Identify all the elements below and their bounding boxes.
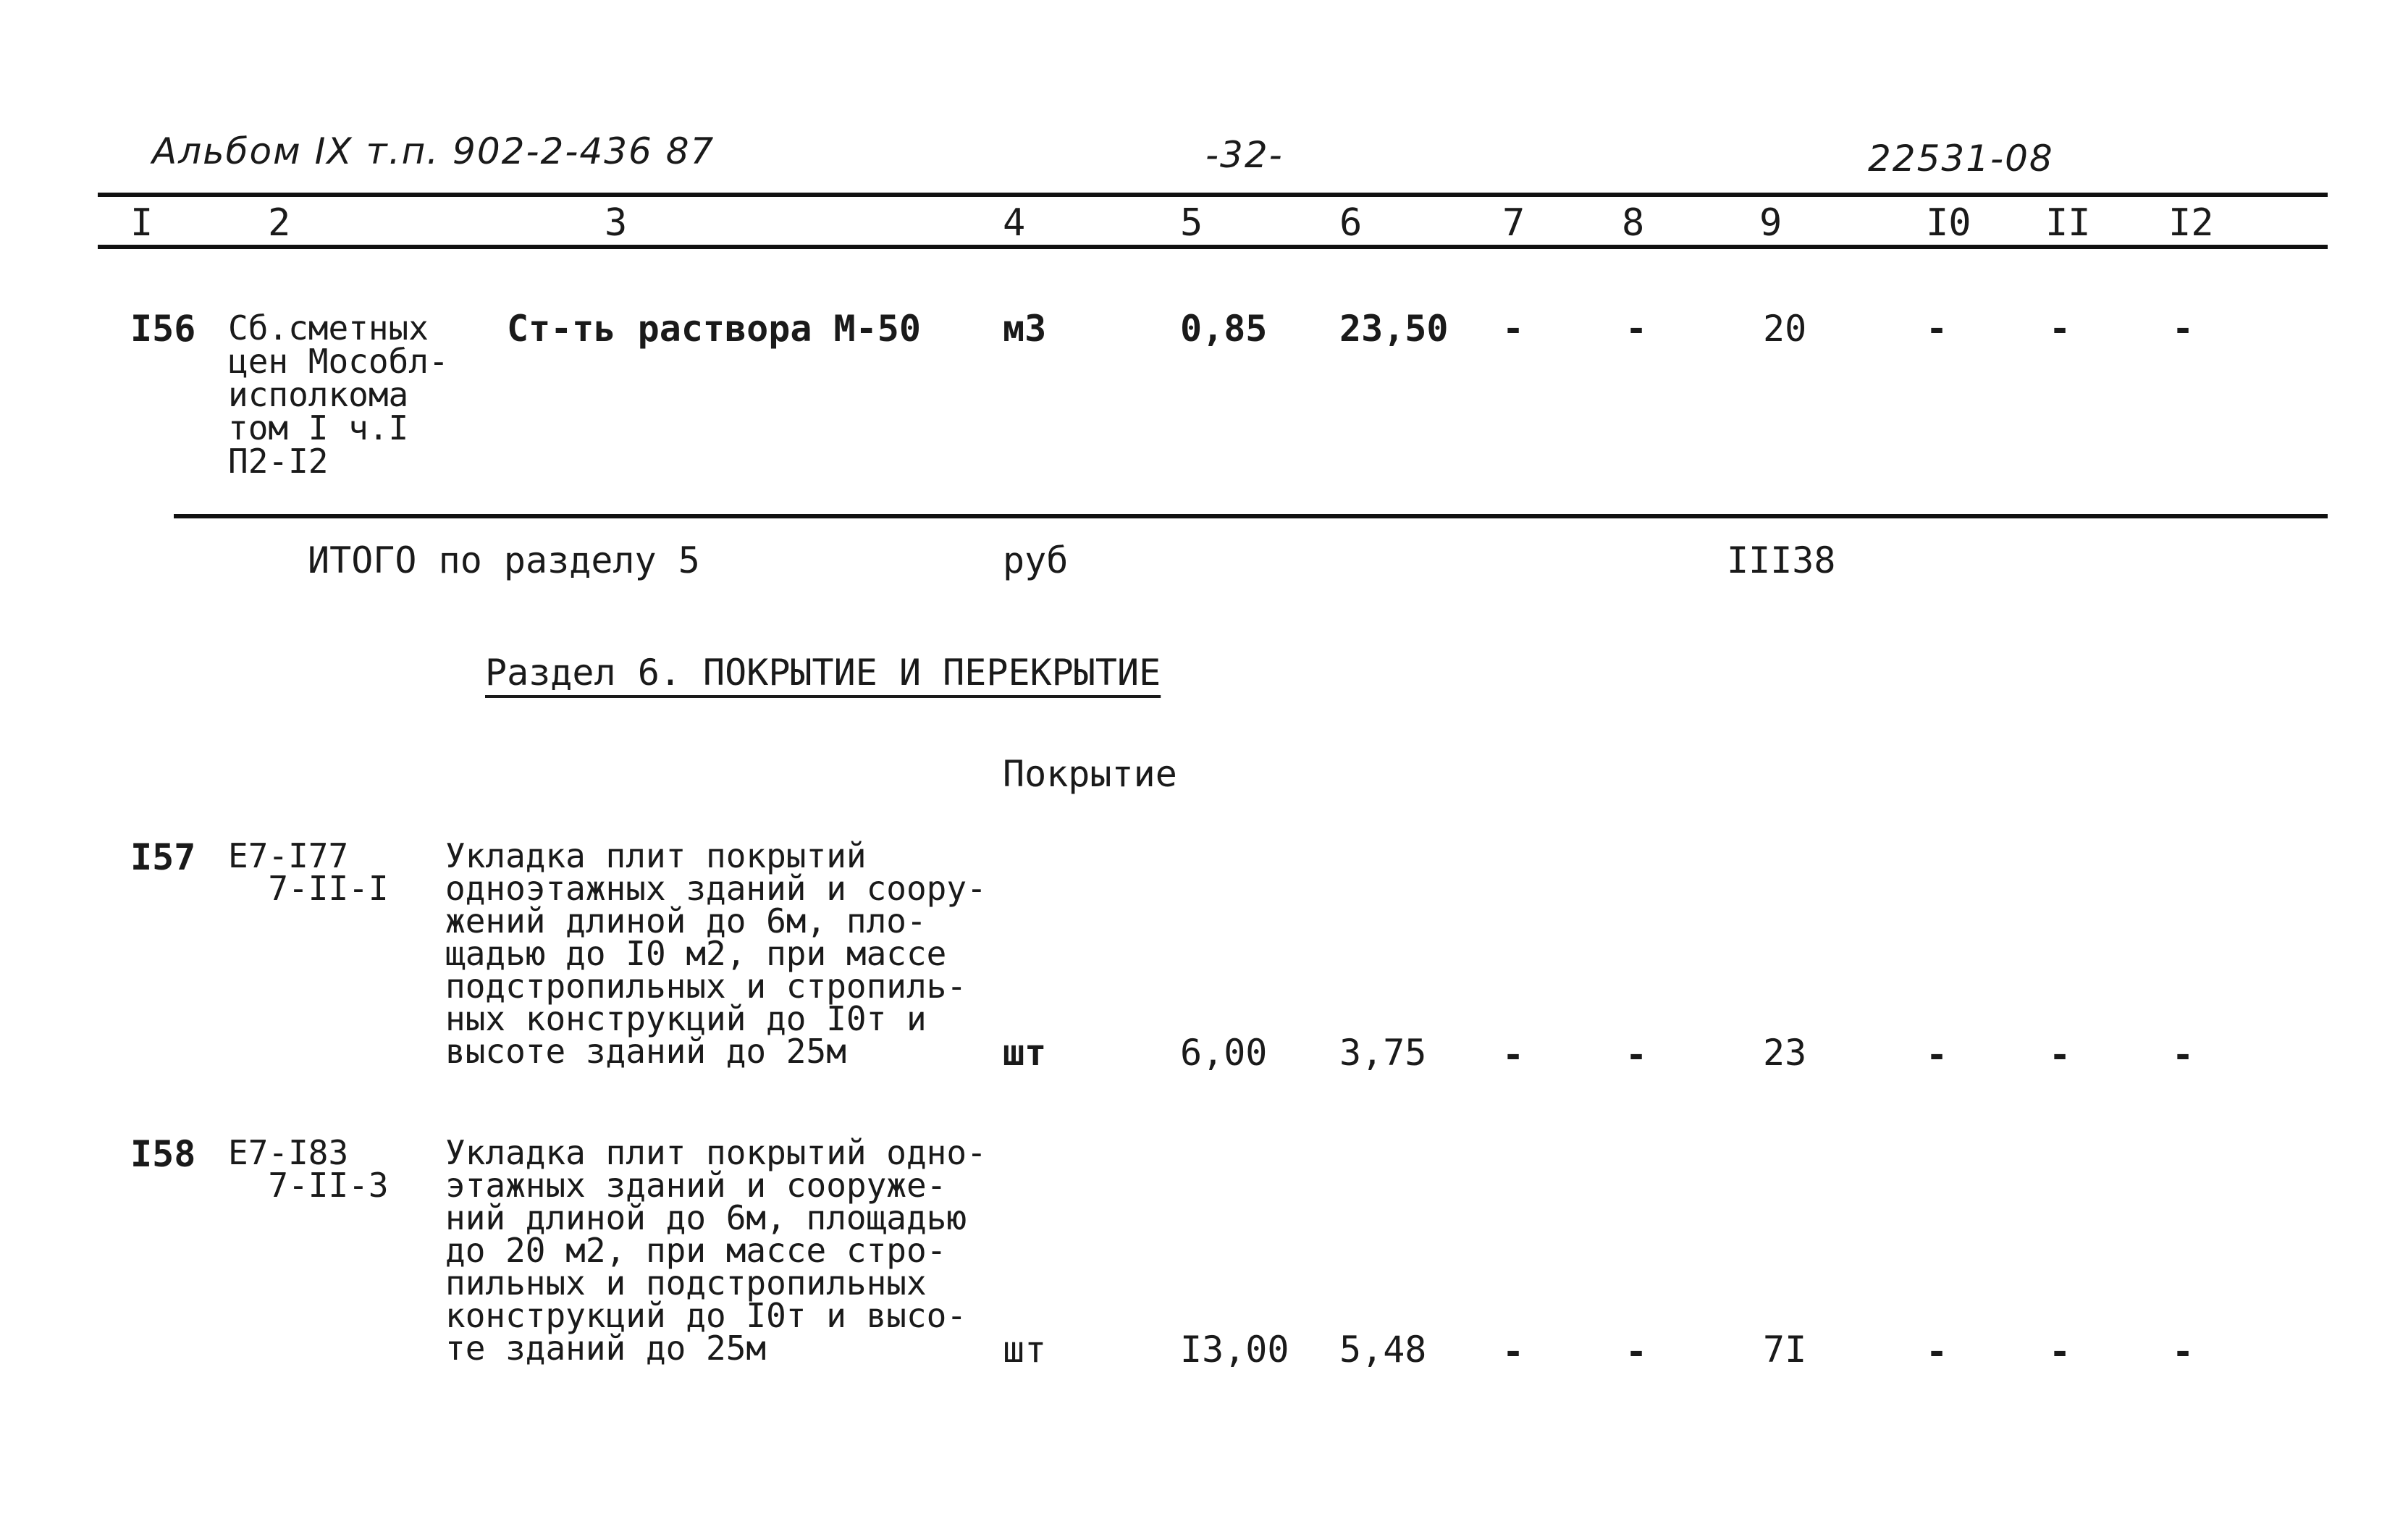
row-price: 5,48 [1339,1329,1427,1371]
column-header: 2 [268,201,291,245]
row-unit: шт [1003,1329,1047,1371]
row-col11: - [2049,1331,2071,1373]
row-reference: E7-I83 7-II-3 [228,1133,389,1205]
row-description: Ст-ть раствора М-50 [507,308,921,350]
row-price: 23,50 [1339,308,1449,350]
row-unit: м3 [1003,308,1047,350]
row-col8: - [1625,1331,1648,1373]
row-reference: Сб.сметных цен Мособл- исполкома том I ч.I П2-I2 [228,308,449,481]
row-description: Укладка плит покрытий одно- этажных зданий и сооруже- ний длиной до 6м, площадью до 20 м2, при массе стро- пильных и подстропильных конструкций до I0т и высо- те зданий до 25м [445,1133,987,1368]
row-description: Укладка плит покрытий одноэтажных зданий и соору- жений длиной до 6м, пло- щадью до I0 м2, при массе подстропильных и стропиль- ных конструкций до I0т и высоте зданий до 25м [445,836,987,1071]
album-reference: Альбом IX т.п. 902-2-436 87 [152,130,715,172]
row-number: I58 [130,1133,196,1175]
row-col12: - [2172,1331,2194,1373]
row-quantity: 0,85 [1180,308,1268,350]
row-col7: - [1502,1331,1525,1373]
row-col8: - [1625,1034,1648,1076]
total-label: ИТОГО по разделу 5 [308,539,700,581]
column-header: I0 [1926,201,1971,245]
row-number: I56 [130,308,196,350]
row-col9: 20 [1763,308,1807,350]
total-rule [174,514,2328,518]
total-value: III38 [1727,539,1836,581]
row-price: 3,75 [1339,1032,1427,1074]
column-header: 6 [1339,201,1363,245]
column-header: 5 [1180,201,1203,245]
page-number: -32- [1205,134,1284,176]
row-unit: шт [1003,1032,1047,1074]
header-top-rule [98,193,2328,197]
column-header: 7 [1502,201,1525,245]
row-col10: - [1926,1331,1948,1373]
column-header: 3 [605,201,628,245]
column-header: 4 [1003,201,1026,245]
row-col11: - [2049,308,2071,350]
row-col10: - [1926,308,1948,350]
row-quantity: 6,00 [1180,1032,1268,1074]
section-subtitle: Покрытие [1003,753,1177,795]
row-quantity: I3,00 [1180,1329,1289,1371]
row-col9: 23 [1763,1032,1807,1074]
row-col10: - [1926,1034,1948,1076]
row-reference: E7-I77 7-II-I [228,836,389,908]
row-col7: - [1502,308,1525,350]
row-col11: - [2049,1034,2071,1076]
section-title: Раздел 6. ПОКРЫТИЕ И ПЕРЕКРЫТИЕ [485,652,1161,694]
column-header: 9 [1759,201,1782,245]
column-header: I2 [2168,201,2214,245]
total-unit: руб [1003,539,1069,581]
column-header: 8 [1622,201,1645,245]
row-col12: - [2172,308,2194,350]
row-col12: - [2172,1034,2194,1076]
document-code: 22531-08 [1868,138,2054,180]
header-bottom-rule [98,245,2328,249]
row-col9: 7I [1763,1329,1807,1371]
row-col7: - [1502,1034,1525,1076]
column-header: I [130,201,153,245]
row-number: I57 [130,836,196,878]
column-header: II [2045,201,2091,245]
row-col8: - [1625,308,1648,350]
